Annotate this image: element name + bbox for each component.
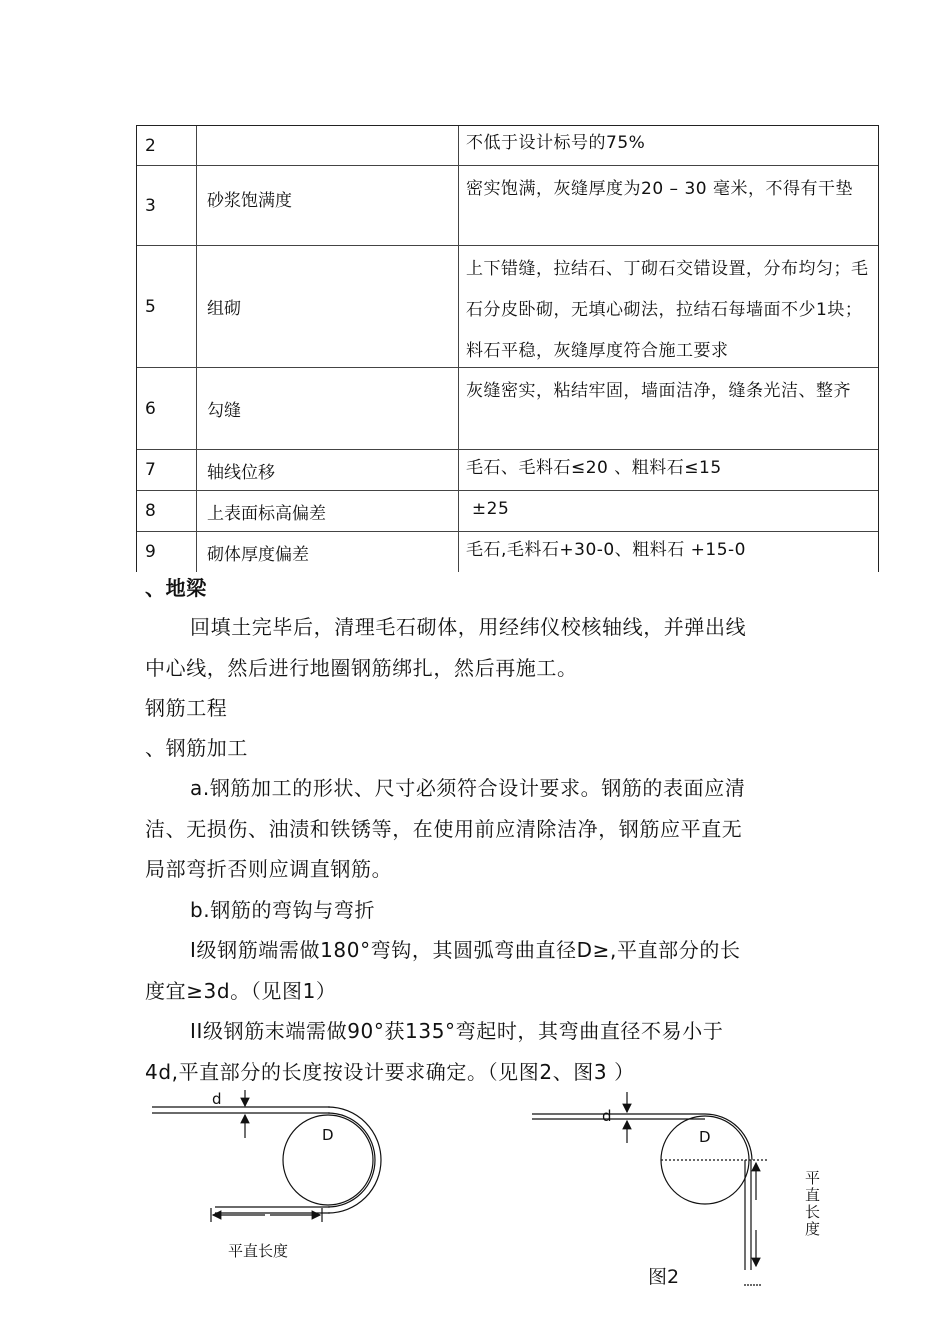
heading-gangjin: 钢筋工程 xyxy=(145,696,228,720)
cell-no: 9 xyxy=(137,532,197,572)
cell-no: 3 xyxy=(137,166,197,245)
fig2-D-label: D xyxy=(699,1128,711,1146)
paragraph-line: a.钢筋加工的形状、尺寸必须符合设计要求。钢筋的表面应清 xyxy=(190,776,746,800)
paragraph-line: b.钢筋的弯钩与弯折 xyxy=(190,898,376,922)
cell-no: 5 xyxy=(137,246,197,367)
paragraph-line: 局部弯折否则应调直钢筋。 xyxy=(145,857,393,881)
paragraph-line: 4d,平直部分的长度按设计要求确定。（见图2、图3 ） xyxy=(145,1060,635,1084)
cell-req: 毛石,毛料石+30-0、粗料石 +15-0 xyxy=(466,540,746,560)
cell-item: 轴线位移 xyxy=(197,450,459,490)
cell-item-text: 砂浆饱满度 xyxy=(207,190,292,211)
cell-item: 组砌 xyxy=(197,246,459,367)
paragraph-line: 中心线，然后进行地圈钢筋绑扎，然后再施工。 xyxy=(145,656,578,680)
cell-req: 灰缝密实，粘结牢固，墙面洁净，缝条光洁、整齐 xyxy=(466,381,851,401)
paragraph-line: 洁、无损伤、油渍和铁锈等，在使用前应清除洁净，钢筋应平直无 xyxy=(145,817,743,841)
cell-item: 砌体厚度偏差 xyxy=(197,532,459,572)
fig1-length-label: 平直长度 xyxy=(228,1242,289,1260)
cell-req: 不低于设计标号的75% xyxy=(466,133,646,153)
figure-1-hook-180 xyxy=(152,1090,381,1222)
paragraph-line: II级钢筋末端需做90°获135°弯起时，其弯曲直径不易小于 xyxy=(190,1019,724,1043)
fig2-length-label: 平直长度 xyxy=(805,1169,821,1238)
fig1-D-label: D xyxy=(322,1126,334,1144)
paragraph-line: 度宜≥3d。（见图1） xyxy=(145,979,337,1003)
paragraph-line: I级钢筋端需做180°弯钩，其圆弧弯曲直径D≥,平直部分的长 xyxy=(190,938,741,962)
cell-no: 8 xyxy=(137,491,197,531)
fig1-d-label: d xyxy=(212,1090,222,1108)
fig2-caption: 图2 xyxy=(648,1266,680,1288)
paragraph-line: 回填土完毕后，清理毛石砌体，用经纬仪校核轴线，并弹出线 xyxy=(190,615,747,639)
cell-req: 毛石、毛料石≤20 、粗料石≤15 xyxy=(466,458,722,478)
cell-no: 7 xyxy=(137,450,197,490)
heading-dilian: 、地梁 xyxy=(145,576,207,600)
cell-no: 2 xyxy=(137,126,197,165)
cell-item: 上表面标高偏差 xyxy=(197,491,459,531)
figure-2-hook-90 xyxy=(532,1092,768,1285)
cell-req: 上下错缝，拉结石、丁砌石交错设置，分布均匀；毛石分皮卧砌，无填心砌法，拉结石每墙面不少1块；料石平稳，灰缝厚度符合施工要求 xyxy=(466,259,869,361)
cell-req: 密实饱满，灰缝厚度为20 – 30 毫米，不得有干垫 xyxy=(466,179,853,199)
cell-no: 6 xyxy=(137,368,197,449)
cell-req: ±25 xyxy=(466,499,510,519)
cell-item: 勾缝 xyxy=(197,368,459,449)
heading-jiagong: 、钢筋加工 xyxy=(145,736,248,760)
fig2-d-label: d xyxy=(602,1107,612,1125)
